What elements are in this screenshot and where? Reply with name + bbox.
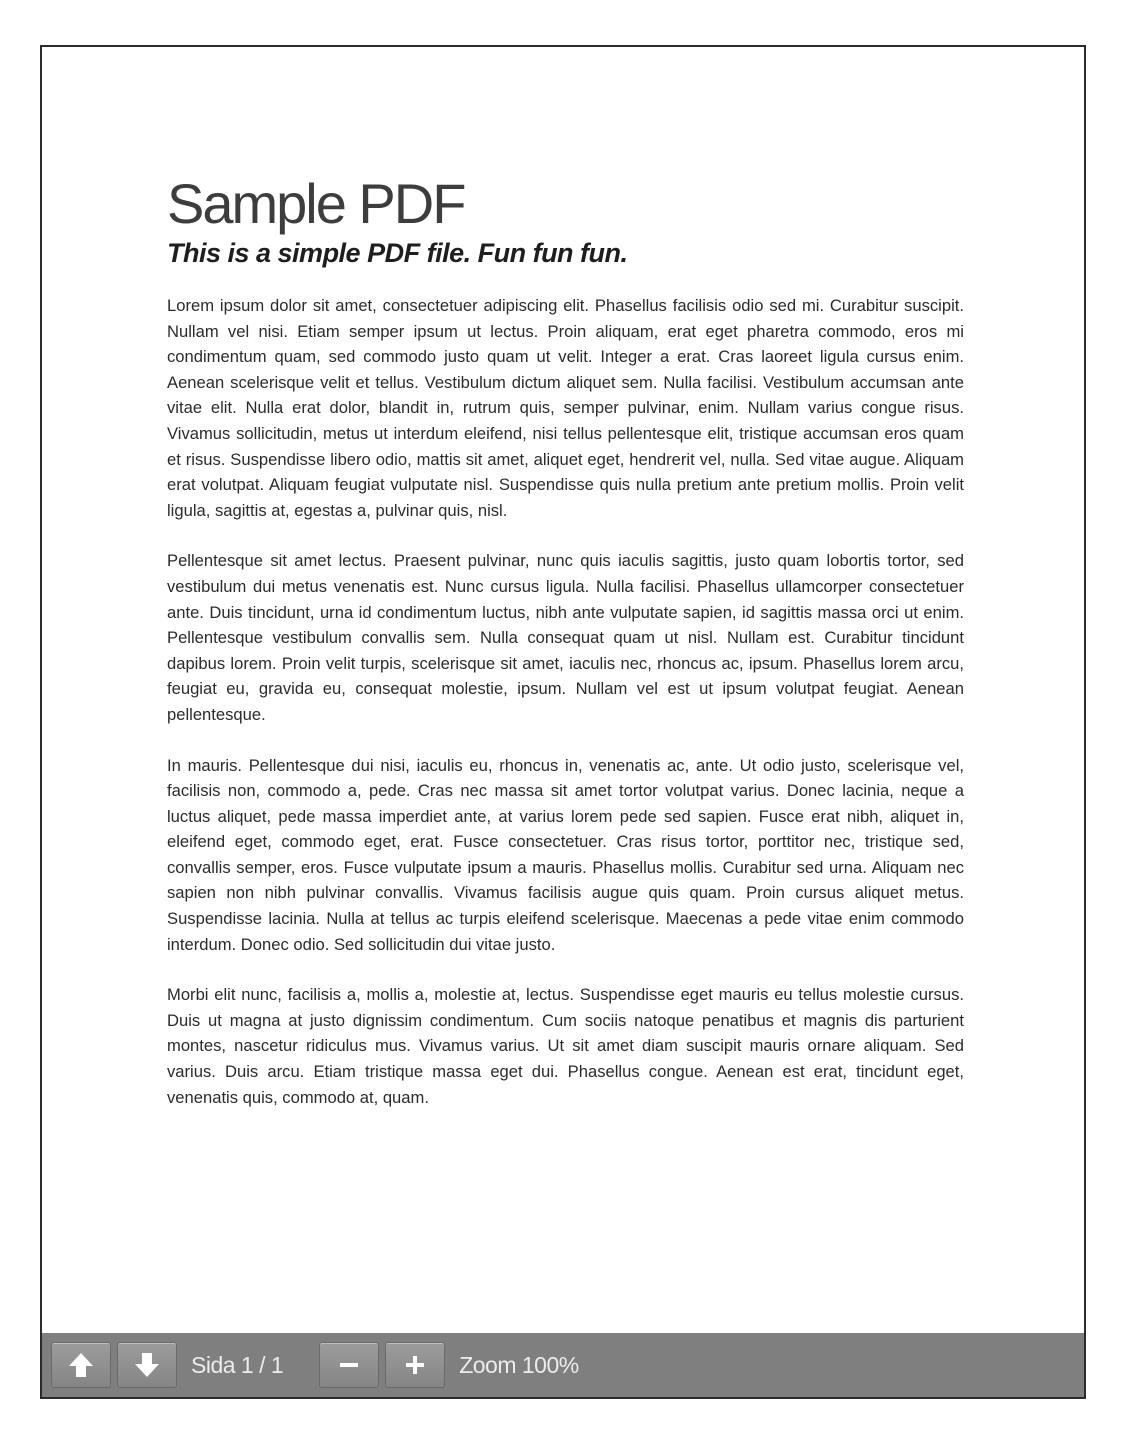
paragraph-4: Morbi elit nunc, facilisis a, mollis a, molestie at, lectus. Suspendisse eget mauris eu tellus molestie cursus. Duis ut magna at justo dignissim condimentum. Cum sociis natoque penatibus et magnis dis parturient montes, nascetur ridiculus mus. Vivamus varius. Ut sit amet diam suscipit mauris ornare aliquam. Sed varius. Duis arcu. Etiam tristique massa eget dui. Phasellus congue. Aenean est erat, tincidunt eget, venenatis quis, commodo at, quam.	[167, 985, 964, 1107]
pdf-page	[42, 47, 1084, 1333]
page-indicator: Sida 1 / 1	[191, 1351, 284, 1378]
minus-icon	[337, 1353, 361, 1377]
paragraph-3: In mauris. Pellentesque dui nisi, iaculis eu, rhoncus in, venenatis ac, ante. Ut odio justo, scelerisque vel, facilisis non, commodo a, pede. Cras nec massa sit amet tortor volutpat varius. Donec lacinia, neque a luctus aliquet, pede massa imperdiet ante, at varius lorem pede sed sapien. Fusce erat nibh, aliquet in, eleifend eget, commodo eget, erat. Fusce consectetuer. Cras risus tortor, porttitor nec, tristique sed, convallis semper, eros. Fusce vulputate ipsum a mauris. Phasellus mollis. Curabitur sed urna. Aliquam nec sapien non nibh pulvinar convallis. Vivamus facilisis augue quis quam. Proin cursus aliquet metus. Suspendisse lacinia. Nulla at tellus ac turpis eleifend scelerisque. Maecenas a pede vitae enim commodo interdum. Donec odio. Sed sollicitudin dui vitae justo.	[167, 755, 964, 954]
previous-page-button[interactable]	[51, 1342, 111, 1388]
paragraph-1: Lorem ipsum dolor sit amet, consectetuer adipiscing elit. Phasellus facilisis odio sed mi. Curabitur suscipit. Nullam vel nisi. Etiam semper ipsum ut lectus. Proin aliquam, erat eget pharetra commodo, eros mi condimentum quam, sed commodo justo quam ut velit. Integer a erat. Cras laoreet ligula cursus enim. Aenean scelerisque velit et tellus. Vestibulum dictum aliquet sem. Nulla facilisi. Vestibulum accumsan ante vitae elit. Nulla erat dolor, blandit in, rutrum quis, semper pulvinar, enim. Nullam varius congue risus. Vivamus sollicitudin, metus ut interdum eleifend, nisi tellus pellentesque elit, tristique accumsan eros quam et risus. Suspendisse libero odio, mattis sit amet, aliquet eget, hendrerit vel, nulla. Sed vitae augue. Aliquam erat volutpat. Aliquam feugiat vulputate nisl. Suspendisse quis nulla pretium ante pretium mollis. Proin velit ligula, sagittis at, egestas a, pulvinar quis, nisl.	[167, 296, 964, 520]
viewer-toolbar	[42, 1333, 1084, 1397]
document-subtitle: This is a simple PDF file. Fun fun fun.	[167, 238, 628, 268]
pdf-viewer	[40, 45, 1086, 1399]
next-page-button[interactable]	[117, 1342, 177, 1388]
document-content	[167, 172, 964, 1135]
zoom-in-button[interactable]	[385, 1342, 445, 1388]
plus-icon	[403, 1353, 427, 1377]
arrow-down-icon	[132, 1350, 162, 1380]
document-title: Sample PDF	[167, 172, 465, 235]
paragraph-2: Pellentesque sit amet lectus. Praesent pulvinar, nunc quis iaculis sagittis, justo quam lobortis tortor, sed vestibulum dui metus venenatis est. Nunc cursus ligula. Nulla facilisi. Phasellus ullamcorper consectetuer ante. Duis tincidunt, urna id condimentum luctus, nibh ante vulputate sapien, id sagittis massa orci ut enim. Pellentesque vestibulum convallis sem. Nulla consequat quam ut nisl. Nullam est. Curabitur tincidunt dapibus lorem. Proin velit turpis, scelerisque sit amet, iaculis nec, rhoncus ac, ipsum. Phasellus lorem arcu, feugiat eu, gravida eu, consequat molestie, ipsum. Nullam vel est ut ipsum volutpat feugiat. Aenean pellentesque.	[167, 551, 964, 724]
zoom-out-button[interactable]	[319, 1342, 379, 1388]
zoom-level: Zoom 100%	[459, 1351, 579, 1378]
arrow-up-icon	[66, 1350, 96, 1380]
